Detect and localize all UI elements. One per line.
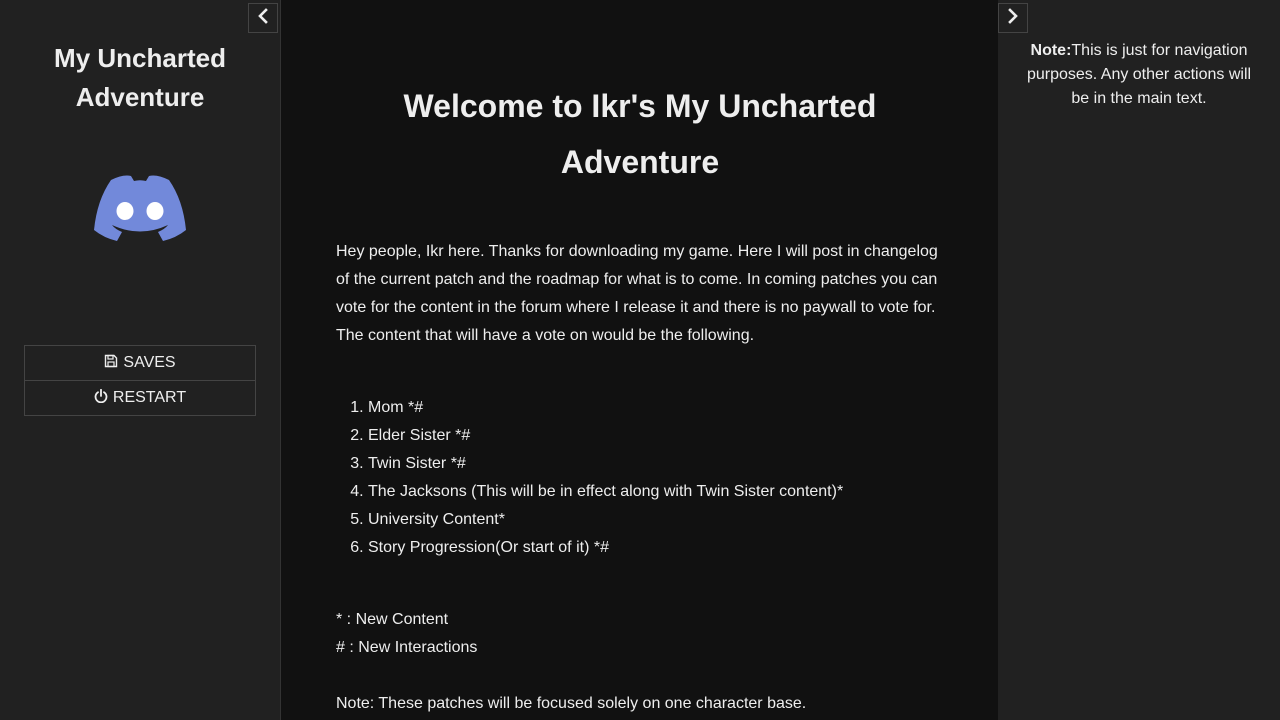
note-text: This is just for navigation purposes. Any other actions will be in the main text. — [1026, 42, 1252, 107]
note-label: Note: — [1030, 42, 1072, 59]
restart-label: RESTART — [112, 389, 187, 406]
passage-heading: Welcome to Ikr's My Uncharted Adventure — [403, 88, 877, 180]
list-item: 3. Twin Sister *# — [368, 450, 843, 478]
story-title: My Uncharted Adventure — [54, 43, 226, 112]
list-item: 2. Elder Sister *# — [368, 422, 843, 450]
sidebar-menu — [24, 345, 256, 416]
patch-note: Note: These patches will be focused solely on one character base. — [336, 695, 807, 712]
left-sidebar-toggle[interactable] — [248, 3, 278, 33]
saves-label: SAVES — [123, 354, 176, 371]
legend-new-interactions: # : New Interactions — [336, 639, 478, 656]
power-icon — [94, 389, 108, 408]
navigation-note — [1024, 39, 1254, 111]
right-sidebar-toggle[interactable] — [998, 3, 1028, 33]
list-item: 5. University Content* — [368, 506, 843, 534]
list-item: 6. Story Progression(Or start of it) *# — [368, 534, 843, 562]
chevron-right-icon — [1006, 8, 1020, 29]
saves-button[interactable] — [25, 346, 255, 380]
vote-list — [336, 394, 843, 562]
list-item: 4. The Jacksons (This will be in effect along with Twin Sister content)* — [368, 478, 843, 506]
list-item: 1. Mom *# — [368, 394, 843, 422]
restart-button[interactable] — [25, 380, 255, 415]
legend-new-content: * : New Content — [336, 611, 449, 628]
save-icon — [104, 354, 118, 373]
left-sidebar — [0, 0, 281, 720]
main-passage — [281, 0, 998, 720]
discord-icon[interactable] — [93, 172, 187, 244]
intro-paragraph: Hey people, Ikr here. Thanks for downloading my game. Here I will post in changelog of the current patch and the roadmap for what is to come. In coming patches you can vote for the content in the forum where I release it and there is no paywall to vote for. The content that will have a vote on would be the following. — [336, 243, 938, 344]
legend — [336, 606, 944, 662]
chevron-left-icon — [256, 8, 270, 29]
